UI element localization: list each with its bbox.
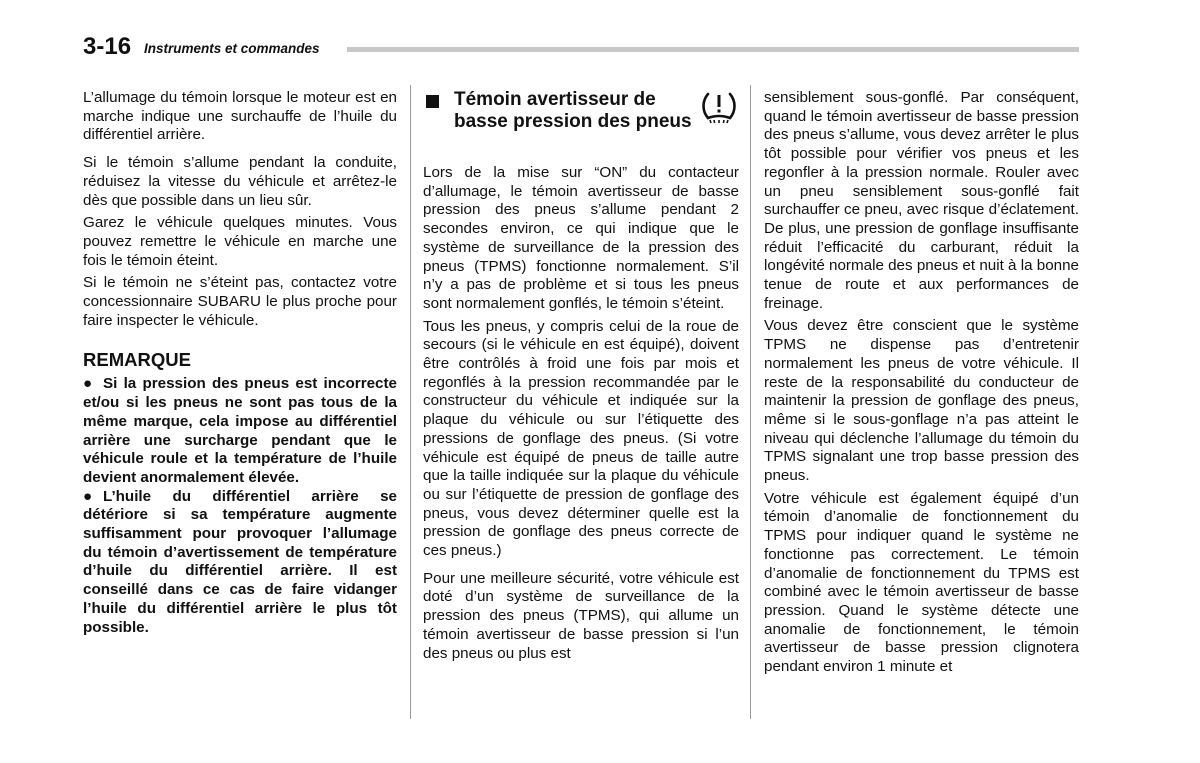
note-text: Si la pression des pneus est incorrecte et/ou si les pneus ne sont pas tous de la même marque, cela impose au différentiel arrière une surcharge pendant que le véhicule roule et la température de l’huile devient anormalement élevée. bbox=[83, 375, 397, 486]
paragraph: Lors de la mise sur “ON” du contacteur d’allumage, le témoin avertisseur de basse pression des pneus s’allume pendant 2 secondes environ, ce qui indique que le système de surveillance de la pression des pneus (TPMS) fonctionne normalement. S’il n’y a pas de problème et si tous les pneus sont normalement gonflés, le témoin s’éteint. bbox=[423, 164, 739, 312]
paragraph: sensiblement sous-gonflé. Par conséquent, quand le témoin avertisseur de basse pression des pneus s’allume, vous devez arrêter le plus tôt possible pour vérifier vos pneus et les regonfler à la pression normale. Rouler avec un pneu sensiblement sous-gonflé fait surchauffer ce pneu, avec risque d’éclatement. De plus, une pression de gonflage insuffisante réduit l’efficacité du carburant, réduit la longévité normale des pneus et nuit à la bonne tenue de route et aux performances de freinage. bbox=[764, 89, 1079, 312]
page-header bbox=[83, 34, 1083, 62]
paragraph: Pour une meilleure sécurité, votre véhicule est doté d’un système de surveillance de la pression des pneus (TPMS), qui allume un témoin avertisseur de basse pression si l’un des pneus ou plus est bbox=[423, 569, 739, 662]
column-right bbox=[764, 89, 1079, 677]
paragraph: Si le témoin s’allume pendant la conduite, réduisez la vitesse du véhicule et arrêtez-le dès que possible dans un lieu sûr. bbox=[83, 154, 397, 209]
paragraph: Si le témoin ne s’éteint pas, contactez votre concessionnaire SUBARU le plus proche pour faire inspecter le véhicule. bbox=[83, 274, 397, 329]
column-divider-1 bbox=[410, 85, 411, 719]
bullet-icon: ● bbox=[83, 375, 93, 393]
tpms-warning-icon bbox=[701, 89, 737, 125]
page-number: 3-16 bbox=[83, 33, 132, 60]
note-item bbox=[83, 488, 397, 638]
bullet-icon: ● bbox=[83, 487, 93, 505]
paragraph: Votre véhicule est également équipé d’un témoin d’anomalie de fonctionnement du TPMS pour indiquer quand le système ne fonctionne pas correctement. Le témoin d’anomalie de fonctionnement du TPMS est combiné avec le témoin avertisseur de basse pression. Quand le système détecte une anomalie de fonctionnement, le témoin avertisseur de basse pression clignotera pendant environ 1 minute et bbox=[764, 489, 1079, 676]
paragraph: L’allumage du témoin lorsque le moteur est en marche indique une surchauffe de l’huile du différentiel arrière. bbox=[83, 89, 397, 144]
paragraph: Vous devez être conscient que le système TPMS ne dispense pas d’entretenir normalement les pneus de votre véhicule. Il reste de la responsabilité du conducteur de maintenir la pression de gonflage des pneus, même si le sous-gonflage n’a pas atteint le niveau qui déclenche l’allumage du témoin du TPMS signalant une trop basse pression des pneus. bbox=[764, 317, 1079, 485]
column-left bbox=[83, 89, 397, 637]
note-item bbox=[83, 375, 397, 487]
paragraph: Tous les pneus, y compris celui de la roue de secours (si le véhicule en est équipé), doivent être contrôlés à froid une fois par mois et regonflés à la pression recommandée par le constructeur du véhicule et indiquée sur la plaque du véhicule ou sur l’étiquette des pressions de gonflage des pneus. (Si votre véhicule est équipé de pneus de taille autre que la taille indiquée sur la plaque du véhicule ou sur l’étiquette de pression de gonflage des pneus, vous devez déterminer quelle est la pression de gonflage des pneus correcte de ces pneus.) bbox=[423, 317, 739, 560]
column-divider-2 bbox=[750, 85, 751, 719]
column-middle bbox=[423, 89, 739, 663]
heading-square-icon bbox=[426, 95, 439, 108]
paragraph: Garez le véhicule quelques minutes. Vous pouvez remettre le véhicule en marche une fois le témoin éteint. bbox=[83, 214, 397, 269]
header-rule bbox=[347, 47, 1079, 52]
section-title: Instruments et commandes bbox=[144, 41, 320, 56]
section-heading bbox=[423, 89, 739, 155]
heading-title: Témoin avertisseur de basse pression des pneus bbox=[454, 89, 692, 132]
note-text: L’huile du différentiel arrière se détériore si sa température augmente suffisamment pour provoquer l’allumage du témoin d’avertissement de température d’huile du différentiel arrière. Il est conseillé dans ce cas de faire vidanger l’huile du différentiel arrière le plus tôt possible. bbox=[83, 487, 397, 636]
remarque-heading: REMARQUE bbox=[83, 349, 191, 371]
